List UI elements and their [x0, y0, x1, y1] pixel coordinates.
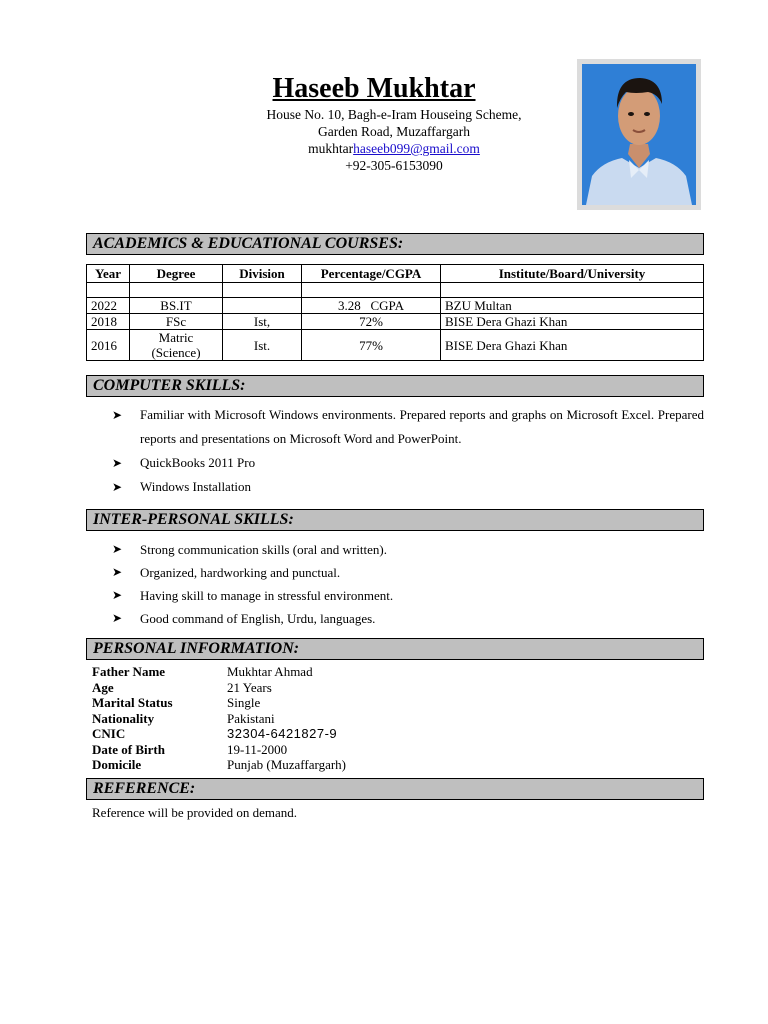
table-row	[87, 314, 704, 330]
col-percentage-header: Percentage/CGPA	[302, 265, 441, 283]
education-spacer-row	[87, 283, 704, 298]
table-row	[87, 330, 704, 361]
info-value: Single	[227, 695, 261, 710]
col-institute-header: Institute/Board/University	[441, 265, 704, 283]
col-degree-header: Degree	[130, 265, 223, 283]
email-prefix: mukhtar	[308, 141, 354, 156]
arrow-bullet-icon: ➤	[112, 408, 123, 422]
email-link[interactable]: haseeb099@gmail.com	[353, 141, 480, 156]
info-label: Father Name	[92, 664, 166, 679]
phone-number: +92-305-6153090	[345, 158, 443, 173]
info-label: Marital Status	[92, 695, 173, 710]
cell-division: Ist,	[223, 314, 302, 330]
cell-percentage: 72%	[302, 314, 441, 330]
cell-year: 2016	[87, 330, 130, 361]
personal-info-row	[92, 680, 346, 696]
info-label: CNIC	[92, 726, 126, 741]
personal-info-row	[92, 695, 346, 711]
cell-division: Ist.	[223, 330, 302, 361]
cell-year: 2018	[87, 314, 130, 330]
info-label: Nationality	[92, 710, 155, 726]
personal-info-row	[92, 664, 346, 680]
list-item: ➤ Organized, hardworking and punctual.	[112, 561, 704, 584]
education-table	[86, 264, 704, 361]
col-division-header: Division	[223, 265, 302, 283]
interpersonal-skills-list	[112, 538, 704, 630]
info-label: Domicile	[92, 757, 142, 772]
personal-info-row	[92, 726, 346, 742]
computer-skills-heading: COMPUTER SKILLS:	[86, 375, 704, 397]
arrow-bullet-icon: ➤	[112, 565, 123, 579]
reference-heading: REFERENCE:	[86, 778, 704, 800]
col-year-header: Year	[87, 265, 130, 283]
education-header-row	[87, 265, 704, 283]
cell-degree: Matric (Science)	[130, 330, 223, 361]
info-label: Age	[92, 679, 114, 695]
reference-text: Reference will be provided on demand.	[92, 805, 298, 820]
computer-skills-list	[112, 403, 704, 499]
cell-percentage: 3.28 CGPA	[302, 298, 441, 314]
resume-header	[200, 72, 588, 174]
arrow-bullet-icon: ➤	[112, 611, 123, 625]
arrow-bullet-icon: ➤	[112, 542, 123, 556]
info-value: 32304-6421827-9	[227, 726, 338, 741]
address-line-2: Garden Road, Muzaffargarh	[317, 124, 471, 139]
candidate-name: Haseeb Mukhtar	[272, 73, 476, 104]
address-line-1: House No. 10, Bagh-e-Iram Houseing Scheme,	[266, 107, 522, 122]
arrow-bullet-icon: ➤	[112, 480, 123, 494]
cell-degree: BS.IT	[130, 298, 223, 314]
personal-info-row	[92, 757, 346, 773]
cell-year: 2022	[87, 298, 130, 314]
info-value: 21 Years	[227, 679, 272, 695]
interpersonal-skills-heading: INTER-PERSONAL SKILLS:	[86, 509, 704, 531]
cell-division	[223, 298, 302, 314]
info-label: Date of Birth	[92, 741, 165, 757]
list-item: ➤ Having skill to manage in stressful environment.	[112, 584, 704, 607]
list-item: ➤ Good command of English, Urdu, languages.	[112, 607, 704, 630]
email-line	[200, 140, 588, 157]
profile-photo	[577, 59, 701, 210]
cell-institute: BISE Dera Ghazi Khan	[441, 330, 704, 361]
cell-percentage: 77%	[302, 330, 441, 361]
list-item: ➤ Windows Installation	[112, 475, 704, 499]
personal-info-list	[92, 664, 346, 773]
table-row	[87, 298, 704, 314]
cell-institute: BZU Multan	[441, 298, 704, 314]
list-item: ➤ Familiar with Microsoft Windows environments. Prepared reports and graphs on Microsoft Excel. Prepared reports and presentations on Microsoft Word and PowerPoint.	[112, 403, 704, 451]
list-item: ➤ Strong communication skills (oral and written).	[112, 538, 704, 561]
info-value: Punjab (Muzaffargarh)	[227, 757, 347, 772]
list-item: ➤ QuickBooks 2011 Pro	[112, 451, 704, 475]
profile-photo-image	[582, 64, 696, 205]
personal-info-heading: PERSONAL INFORMATION:	[86, 638, 704, 660]
cell-degree: FSc	[130, 314, 223, 330]
info-value: 19-11-2000	[227, 741, 288, 757]
personal-info-row	[92, 742, 346, 758]
cell-institute: BISE Dera Ghazi Khan	[441, 314, 704, 330]
academics-section-heading: ACADEMICS & EDUCATIONAL COURSES:	[86, 233, 704, 255]
info-value: Mukhtar Ahmad	[227, 664, 313, 679]
info-value: Pakistani	[227, 710, 275, 726]
personal-info-row	[92, 711, 346, 727]
arrow-bullet-icon: ➤	[112, 456, 123, 470]
arrow-bullet-icon: ➤	[112, 588, 123, 602]
